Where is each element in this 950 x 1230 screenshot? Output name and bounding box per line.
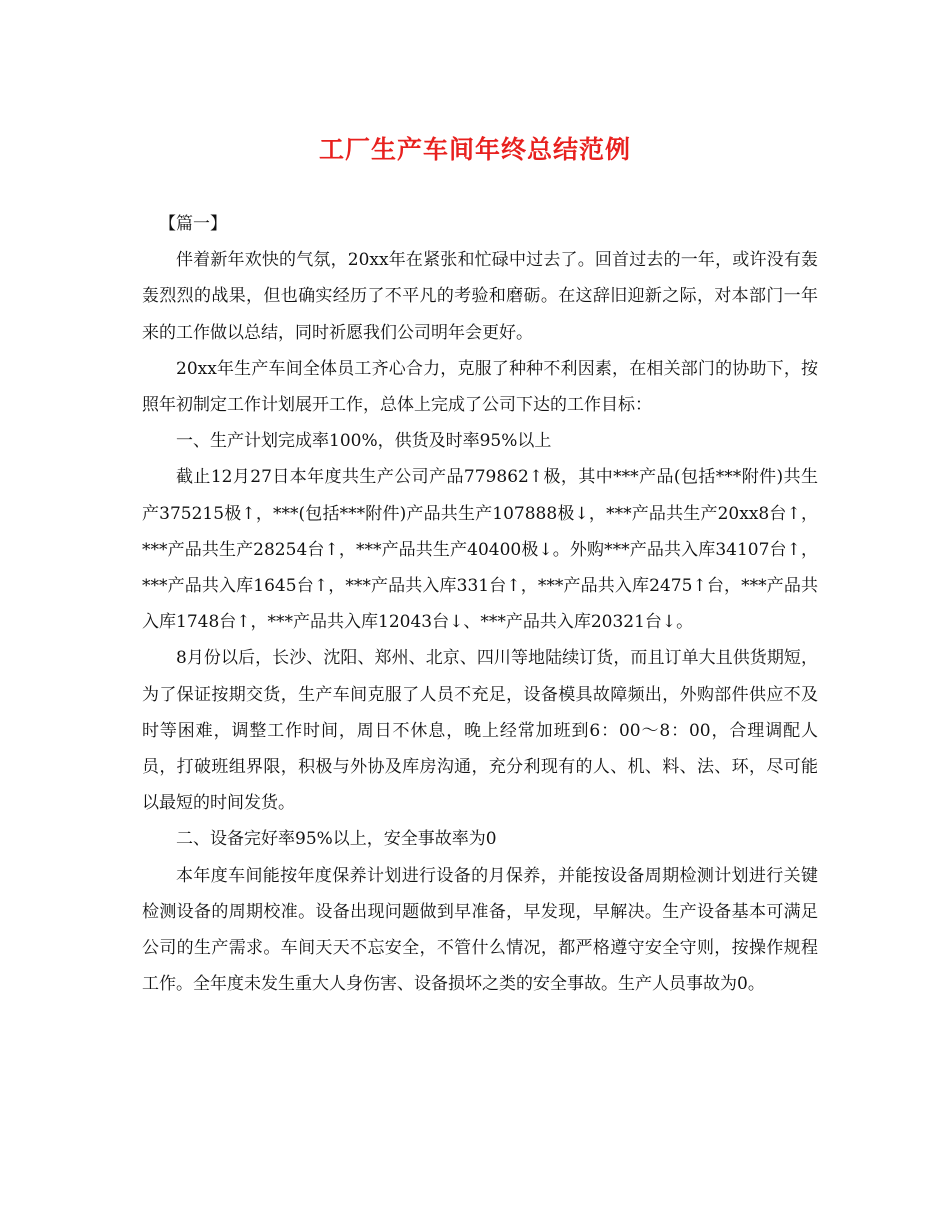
- heading-equipment-safety: 二、设备完好率95%以上，安全事故率为0: [176, 829, 497, 850]
- heading-production-plan: 一、生产计划完成率100%，供货及时率95%以上: [176, 431, 552, 452]
- section-label: 【篇一】: [159, 214, 227, 234]
- paragraph-production-figures: 截止12月27日本年度共生产公司产品779862↑极，其中***产品(包括***附件)共生产375215极↑，***(包括***附件)产品共生产107888极↓，***产品共生产20xx8台↑，***产品共生产28254台↑，***产品共生产40400极↓。外购***产品共入库34107台↑，***产品共入库1645台↑，***产品共入库331台↑，***产品共入库2475↑台，***产品共入库1748台↑，***产品共入库12043台↓、***产品共入库20321台↓。: [142, 467, 818, 633]
- document-title: 工厂生产车间年终总结范例: [318, 135, 631, 164]
- paragraph-orders: 8月份以后，长沙、沈阳、郑州、北京、四川等地陆续订货，而且订单大且供货期短，为了保证按期交货，生产车间克服了人员不充足，设备模具故障频出，外购部件供应不及时等困难，调整工作时间，周日不休息，晚上经常加班到6：00～8：00，合理调配人员，打破班组界限，积极与外协及库房沟通，充分利现有的人、机、料、法、环，尽可能以最短的时间发货。: [142, 648, 818, 814]
- paragraph-equipment: 本年度车间能按年度保养计划进行设备的月保养，并能按设备周期检测计划进行关键检测设备的周期校准。设备出现问题做到早准备，早发现，早解决。生产设备基本可满足公司的生产需求。车间天天不忘安全，不管什么情况，都严格遵守安全守则，按操作规程工作。全年度未发生重大人身伤害、设备损坏之类的安全事故。生产人员事故为0。: [142, 865, 818, 995]
- paragraph-intro: 伴着新年欢快的气氛，20xx年在紧张和忙碌中过去了。回首过去的一年，或许没有轰轰烈烈的战果，但也确实经历了不平凡的考验和磨砺。在这辞旧迎新之际，对本部门一年来的工作做以总结，同时祈愿我们公司明年会更好。: [142, 250, 818, 343]
- paragraph-overview: 20xx年生产车间全体员工齐心合力，克服了种种不利因素，在相关部门的协助下，按照年初制定工作计划展开工作，总体上完成了公司下达的工作目标：: [142, 358, 818, 416]
- document-body: [142, 206, 818, 1002]
